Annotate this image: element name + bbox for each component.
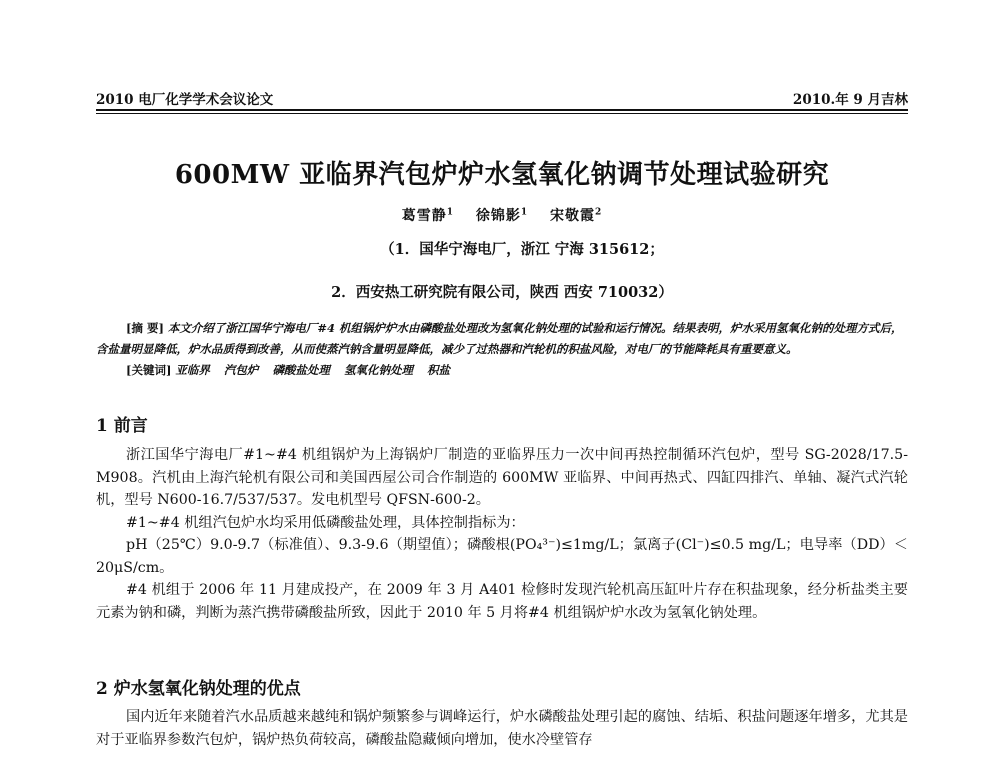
author-1: 葛雪静$^1$ xyxy=(401,207,454,224)
abstract-label: [摘 要] xyxy=(126,321,164,335)
author-list xyxy=(96,205,908,225)
keyword: 氢氧化钠处理 xyxy=(343,363,413,377)
affiliation-2: 2．西安热工研究院有限公司，陕西 西安 710032） xyxy=(331,284,673,301)
paragraph: 浙江国华宁海电厂#1~#4 机组锅炉为上海锅炉厂制造的亚临界压力一次中间再热控制循环汽包炉，型号 SG-2028/17.5-M908。汽机由上海汽轮机有限公司和美国西屋公司合作制造的 600MW 亚临界、中间再热式、四缸四排汽、单轴、凝汽式汽轮机，型号 N600-16.7/537/537。发电机型号 QFSN-600-2。 xyxy=(96,447,908,508)
abstract-block xyxy=(96,318,908,381)
abstract-text: 本文介绍了浙江国华宁海电厂#4 机组锅炉炉水由磷酸盐处理改为氢氧化钠处理的试验和运行情况。结果表明，炉水采用氢氧化钠的处理方式后，含盐量明显降低，炉水品质得到改善，从而使蒸汽钠含量明显降低，减少了过热器和汽轮机的积盐风险，对电厂的节能降耗具有重要意义。 xyxy=(96,321,903,356)
section-2-body xyxy=(96,706,908,751)
keyword: 亚临界 xyxy=(175,363,210,377)
keyword: 积盐 xyxy=(426,363,450,377)
section-1-body xyxy=(96,444,908,624)
author-2: 徐锦影$^1$ xyxy=(475,207,529,224)
affiliation-1: （1．国华宁海电厂，浙江 宁海 315612； xyxy=(380,241,664,258)
header-conference: 2010 电厂化学学术会议论文 xyxy=(96,92,274,108)
header-rule-thin xyxy=(96,113,908,114)
paper-title: 600MW 亚临界汽包炉炉水氢氧化钠调节处理试验研究 xyxy=(174,160,830,190)
keyword: 汽包炉 xyxy=(223,363,259,377)
paragraph: pH（25℃）9.0-9.7（标准值）、9.3-9.6（期望值）；磷酸根(PO₄³⁻)≤1mg/L；氯离子(Cl⁻)≤0.5 mg/L；电导率（DD）＜20μS/cm。 xyxy=(96,537,908,576)
keywords-line xyxy=(96,360,908,381)
abstract-paragraph xyxy=(96,318,908,360)
paragraph: #1~#4 机组汽包炉水均采用低磷酸盐处理，具体控制指标为： xyxy=(126,514,525,531)
keyword: 磷酸盐处理 xyxy=(272,363,330,377)
paragraph: #4 机组于 2006 年 11 月建成投产，在 2009 年 3 月 A401 检修时发现汽轮机高压缸叶片存在积盐现象，经分析盐类主要元素为钠和磷，判断为蒸汽携带磷酸盐所致，因此于 2010 年 5 月将#4 机组锅炉炉水改为氢氧化钠处理。 xyxy=(96,582,908,621)
keywords-label: [关键词] xyxy=(126,363,172,377)
header-rule-thick xyxy=(96,109,908,111)
running-header xyxy=(96,84,908,108)
section-heading-2: 2 炉水氢氧化钠处理的优点 xyxy=(96,679,301,699)
section-heading-1: 1 前言 xyxy=(96,416,148,436)
paragraph: 国内近年来随着汽水品质越来越纯和锅炉频繁参与调峰运行，炉水磷酸盐处理引起的腐蚀、结垢、积盐问题逐年增多，尤其是对于亚临界参数汽包炉，锅炉热负荷较高，磷酸盐隐藏倾向增加，使水冷壁管存 xyxy=(96,709,908,748)
author-3: 宋敬霞$^2$ xyxy=(550,207,603,224)
header-date-place: 2010.年 9 月吉林 xyxy=(792,92,908,108)
